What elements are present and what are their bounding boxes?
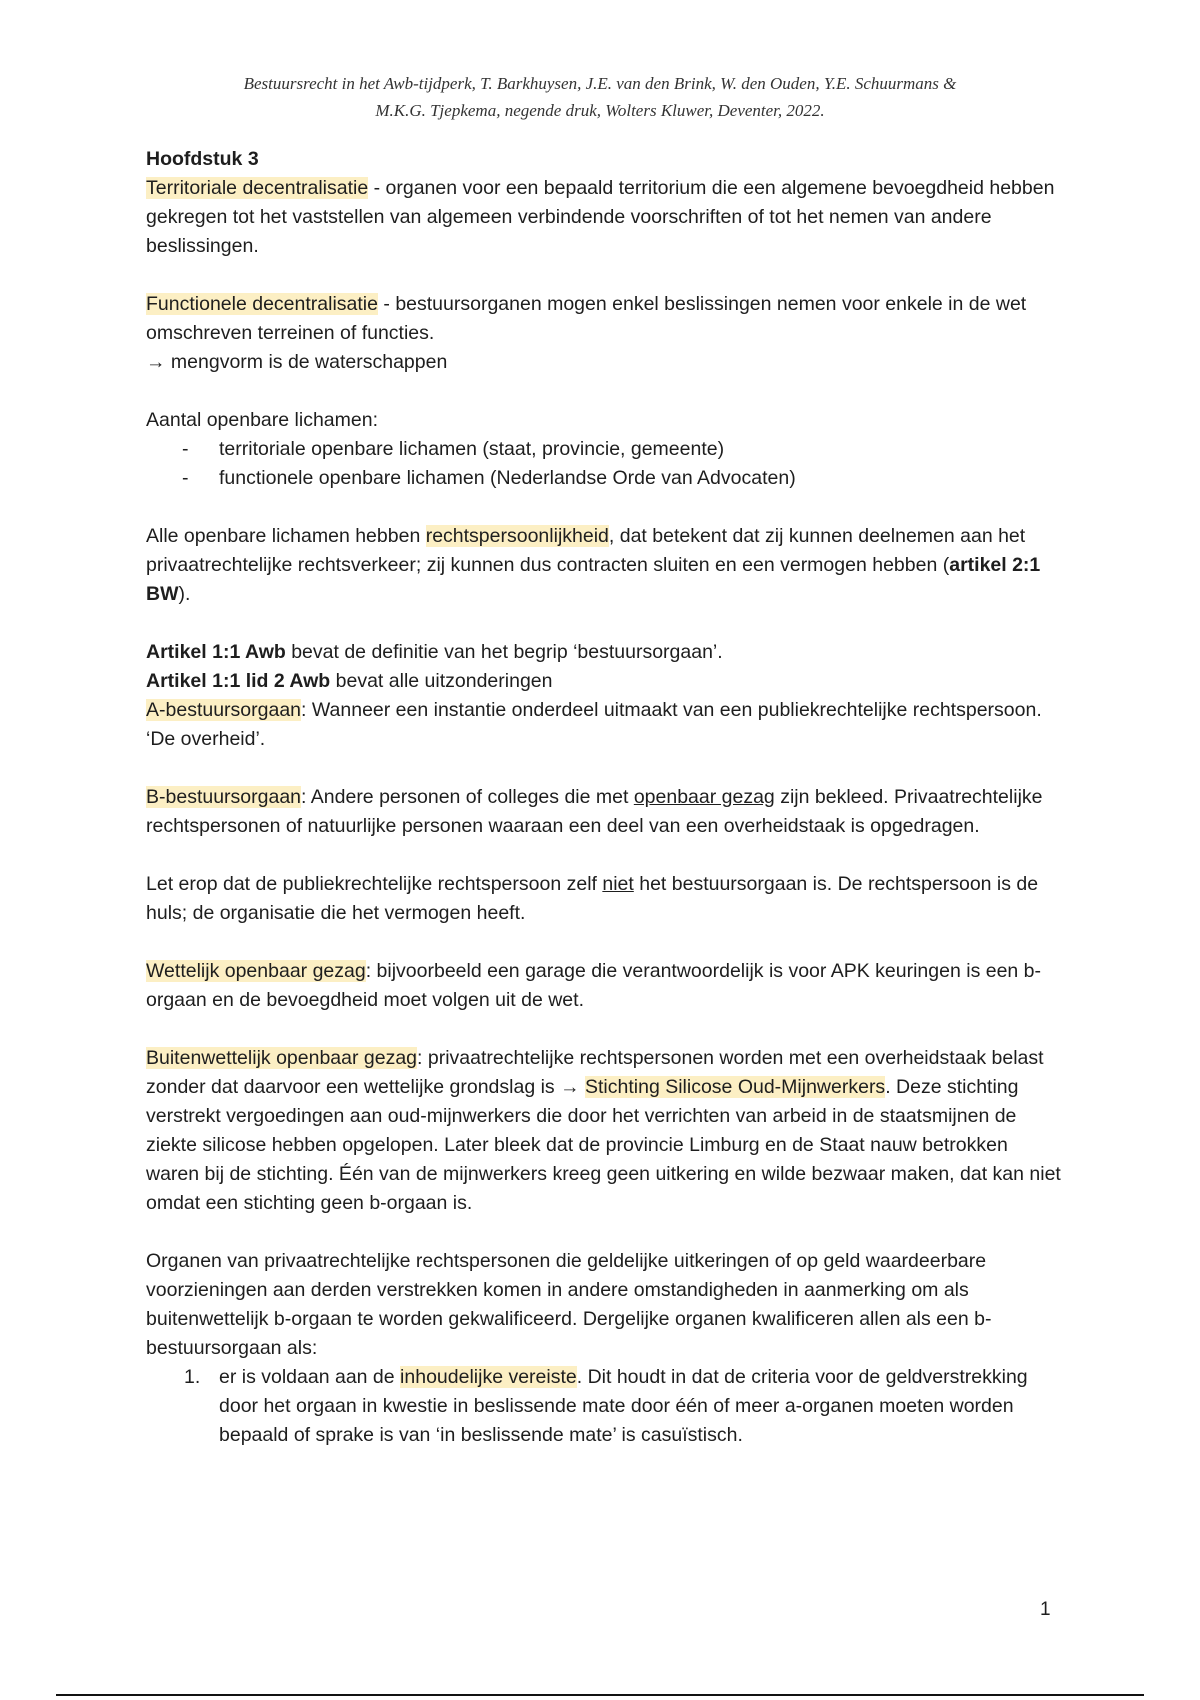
page-divider bbox=[56, 1694, 1144, 1696]
highlighted-term: Buitenwettelijk openbaar gezag bbox=[146, 1047, 418, 1069]
highlighted-term: Wettelijk openbaar gezag bbox=[146, 960, 366, 982]
highlighted-term: Stichting Silicose Oud-Mijnwerkers bbox=[585, 1076, 886, 1098]
paragraph-a-administrative-body: A-bestuursorgaan: Wanneer een instantie onderdeel uitmaakt van een publiekrechtelijke rechtspersoon. ‘De overheid’. bbox=[146, 699, 1042, 750]
document-header bbox=[140, 70, 1060, 124]
public-bodies-list bbox=[146, 435, 1066, 493]
arrow-note: → mengvorm is de waterschappen bbox=[146, 351, 448, 373]
article-reference: Artikel 1:1 Awb bbox=[146, 641, 286, 663]
list-item: - territoriale openbare lichamen (staat, provincie, gemeente) bbox=[146, 435, 1066, 464]
list-bullet: - bbox=[182, 467, 189, 489]
paragraph-b-administrative-body: B-bestuursorgaan: Andere personen of colleges die met openbaar gezag zijn bekleed. Privaatrechtelijke rechtspersonen of natuurlijke personen waaraan een deel van een overheidstaak is opgedragen. bbox=[146, 786, 1043, 837]
highlighted-term: inhoudelijke vereiste bbox=[400, 1366, 577, 1388]
page-number: 1 bbox=[1040, 1599, 1051, 1620]
article-exceptions-line: Artikel 1:1 lid 2 Awb bevat alle uitzonderingen bbox=[146, 670, 553, 692]
paragraph-note-legal-person: Let erop dat de publiekrechtelijke rechtspersoon zelf niet het bestuursorgaan is. De rechtspersoon is de huls; de organisatie die het vermogen heeft. bbox=[146, 873, 1039, 924]
highlighted-term: Functionele decentralisatie bbox=[146, 293, 378, 315]
article-reference: Artikel 1:1 lid 2 Awb bbox=[146, 670, 331, 692]
paragraph-private-law-organs: Organen van privaatrechtelijke rechtspersonen die geldelijke uitkeringen of op geld waardeerbare voorzieningen aan derden verstrekken komen in andere omstandigheden in aanmerking om als buitenwettelijk b-orgaan te worden gekwalificeerd. Dergelijke organen kwalificeren allen als een b-bestuursorgaan als: bbox=[146, 1250, 992, 1359]
paragraph-legal-personality: Alle openbare lichamen hebben rechtspersoonlijkheid, dat betekent dat zij kunnen deelnemen aan het privaatrechtelijke rechtsverkeer; zij kunnen dus contracten sluiten en een vermogen hebben (artikel 2:1 BW). bbox=[146, 525, 1041, 605]
highlighted-term: rechtspersoonlijkheid bbox=[425, 525, 609, 547]
paragraph-territorial-decentralization: Territoriale decentralisatie - organen voor een bepaald territorium die een algemene bevoegdheid hebben gekregen tot het vaststellen van algemeen verbindende voorschriften of tot het nemen van andere beslissingen. bbox=[146, 177, 1055, 257]
list-bullet: - bbox=[182, 438, 189, 460]
article-reference: artikel 2:1 BW bbox=[146, 554, 1041, 605]
paragraph-functional-decentralization: Functionele decentralisatie - bestuursorganen mogen enkel beslissingen nemen voor enkele in de wet omschreven terreinen of functies. bbox=[146, 293, 1027, 344]
header-citation-line-1: Bestuursrecht in het Awb-tijdperk, T. Barkhuysen, J.E. van den Brink, W. den Ouden, Y.E. Schuurmans & bbox=[243, 74, 957, 93]
article-definition-line: Artikel 1:1 Awb bevat de definitie van het begrip ‘bestuursorgaan’. bbox=[146, 641, 723, 663]
chapter-title: Hoofdstuk 3 bbox=[146, 148, 259, 170]
highlighted-term: A-bestuursorgaan bbox=[146, 699, 302, 721]
list-number: 1. bbox=[184, 1366, 201, 1388]
header-citation-line-2: M.K.G. Tjepkema, negende druk, Wolters Kluwer, Deventer, 2022. bbox=[375, 101, 825, 120]
underlined-term: openbaar gezag bbox=[633, 786, 775, 808]
document-body bbox=[146, 145, 1066, 1450]
highlighted-term: B-bestuursorgaan bbox=[146, 786, 302, 808]
public-bodies-intro: Aantal openbare lichamen: bbox=[146, 409, 378, 431]
criteria-list bbox=[146, 1363, 1066, 1450]
paragraph-statutory-public-authority: Wettelijk openbaar gezag: bijvoorbeeld een garage die verantwoordelijk is voor APK keuringen is een b-orgaan en de bevoegdheid moet volgen uit de wet. bbox=[146, 960, 1042, 1011]
highlighted-term: Territoriale decentralisatie bbox=[146, 177, 369, 199]
list-item: - functionele openbare lichamen (Nederlandse Orde van Advocaten) bbox=[146, 464, 1066, 493]
list-item: 1. er is voldaan aan de inhoudelijke vereiste. Dit houdt in dat de criteria voor de geldverstrekking door het orgaan in kwestie in beslissende mate door één of meer a-organen moeten worden bepaald of sprake is van ‘in beslissende mate’ is casuïstisch. bbox=[146, 1363, 1066, 1450]
underlined-term: niet bbox=[602, 873, 634, 895]
paragraph-extra-statutory-public-authority: Buitenwettelijk openbaar gezag: privaatrechtelijke rechtspersonen worden met een overheidstaak belast zonder dat daarvoor een wettelijke grondslag is → Stichting Silicose Oud-Mijnwerkers. Deze stichting verstrekt vergoedingen aan oud-mijnwerkers die door het verrichten van arbeid in de staatsmijnen de ziekte silicose hebben opgelopen. Later bleek dat de provincie Limburg en de Staat nauw betrokken waren bij de stichting. Één van de mijnwerkers kreeg geen uitkering en wilde bezwaar maken, dat kan niet omdat een stichting geen b-orgaan is. bbox=[146, 1047, 1061, 1214]
